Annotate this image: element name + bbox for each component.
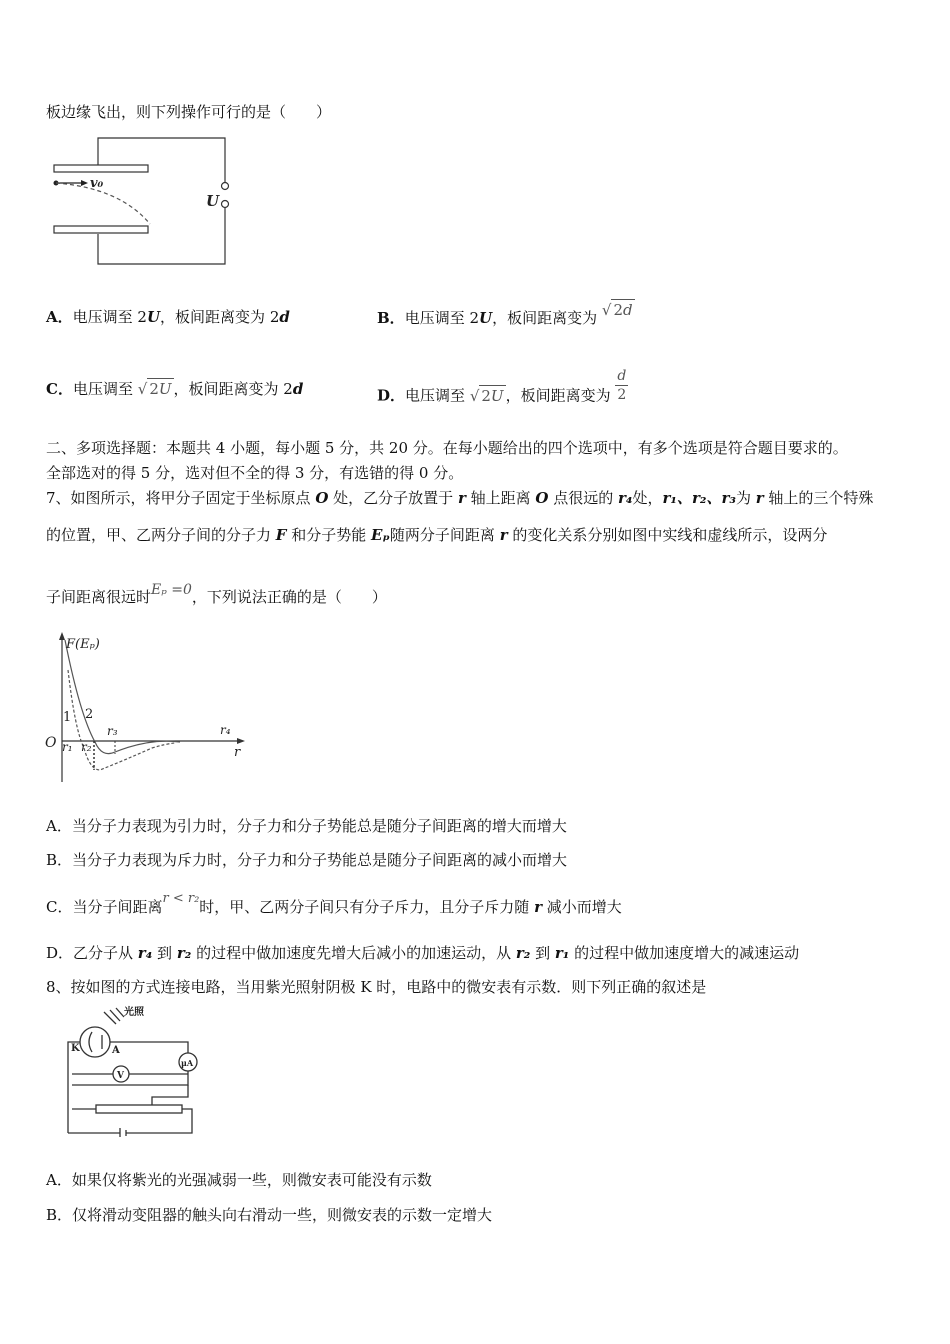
q7-option-b[interactable]: B．当分子力表现为斥力时，分子力和分子势能总是随分子间距离的减小而增大: [46, 851, 568, 869]
q7-line1: 7、如图所示，将甲分子固定于坐标原点 O 处，乙分子放置于 r 轴上距离 O 点很远的 r₄处，r₁、r₂、r₃为 r 轴上的三个特殊: [46, 489, 874, 507]
curve1-label: 1: [63, 710, 72, 725]
phototube: [80, 1027, 110, 1057]
upper-plate: [54, 165, 148, 172]
capacitor-figure: [40, 130, 240, 270]
cathode-label: K: [71, 1043, 80, 1054]
q6-option-a[interactable]: A．电压调至 2U，板间距离变为 2d: [46, 308, 290, 326]
force-curve-solid: [65, 640, 180, 754]
q8-option-b[interactable]: B．仅将滑动变阻器的触头向右滑动一些，则微安表的示数一定增大: [46, 1206, 493, 1224]
q7-option-c[interactable]: C．当分子间距离r < r₂时，甲、乙两分子间只有分子斥力，且分子斥力随 r 减小而增大: [46, 891, 622, 916]
r3-label: r₃: [107, 724, 118, 738]
q8-stem: 8、按如图的方式连接电路，当用紫光照射阴极 K 时，电路中的微安表有示数．则下列正确的叙述是: [46, 978, 707, 996]
terminal-bottom: [222, 201, 229, 208]
anode-label: A: [112, 1045, 120, 1056]
section2-line1: 二、多项选择题：本题共 4 小题，每小题 5 分，共 20 分。在每小题给出的四个选项中，有多个选项是符合题目要求的。: [46, 439, 848, 457]
lower-plate: [54, 226, 148, 233]
r4-label: r₄: [220, 723, 231, 737]
q6-option-c[interactable]: C．电压调至 √ 2U ，板间距离变为 2d: [46, 380, 304, 398]
q7-line3: 子间距离很远时Eₚ =0，下列说法正确的是（ ）: [46, 582, 387, 606]
y-axis-label: F(Eₚ): [66, 637, 100, 652]
light-label: 光照: [124, 1007, 144, 1018]
q6-option-b[interactable]: B．电压调至 2U，板间距离变为 √ 2d: [377, 301, 633, 327]
terminal-top: [222, 183, 229, 190]
x-axis-label: r: [234, 745, 241, 760]
r1-label: r₁: [62, 740, 73, 754]
rheostat: [96, 1105, 182, 1113]
section2-line2: 全部选对的得 5 分，选对但不全的得 3 分，有选错的得 0 分。: [46, 464, 464, 482]
q6-option-d[interactable]: D．电压调至 √ 2U ，板间距离变为 $\frac{d}{2}$: [377, 368, 627, 405]
v0-label: v₀: [90, 176, 104, 191]
r2-label: r₂: [81, 740, 92, 754]
microammeter-label: μA: [181, 1058, 194, 1068]
q8-option-a[interactable]: A．如果仅将紫光的光强减弱一些，则微安表可能没有示数: [46, 1171, 432, 1189]
origin-label: O: [45, 735, 57, 751]
molecular-force-graph: [40, 630, 250, 790]
voltmeter-label: V: [117, 1071, 124, 1081]
curve2-label: 2: [85, 707, 94, 722]
q6-stem-tail: 板边缘飞出，则下列操作可行的是（ ）: [46, 103, 332, 121]
q7-option-d[interactable]: D．乙分子从 r₄ 到 r₂ 的过程中做加速度先增大后减小的加速运动，从 r₂ 到 r₁ 的过程中做加速度增大的减速运动: [46, 944, 800, 962]
U-label: U: [206, 192, 220, 210]
q7-line2: 的位置，甲、乙两分子间的分子力 F 和分子势能 Eₚ随两分子间距离 r 的变化关系分别如图中实线和虚线所示，设两分: [46, 526, 828, 544]
q7-option-a[interactable]: A．当分子力表现为引力时，分子力和分子势能总是随分子间距离的增大而增大: [46, 817, 567, 835]
photoelectric-circuit: [60, 1005, 210, 1137]
